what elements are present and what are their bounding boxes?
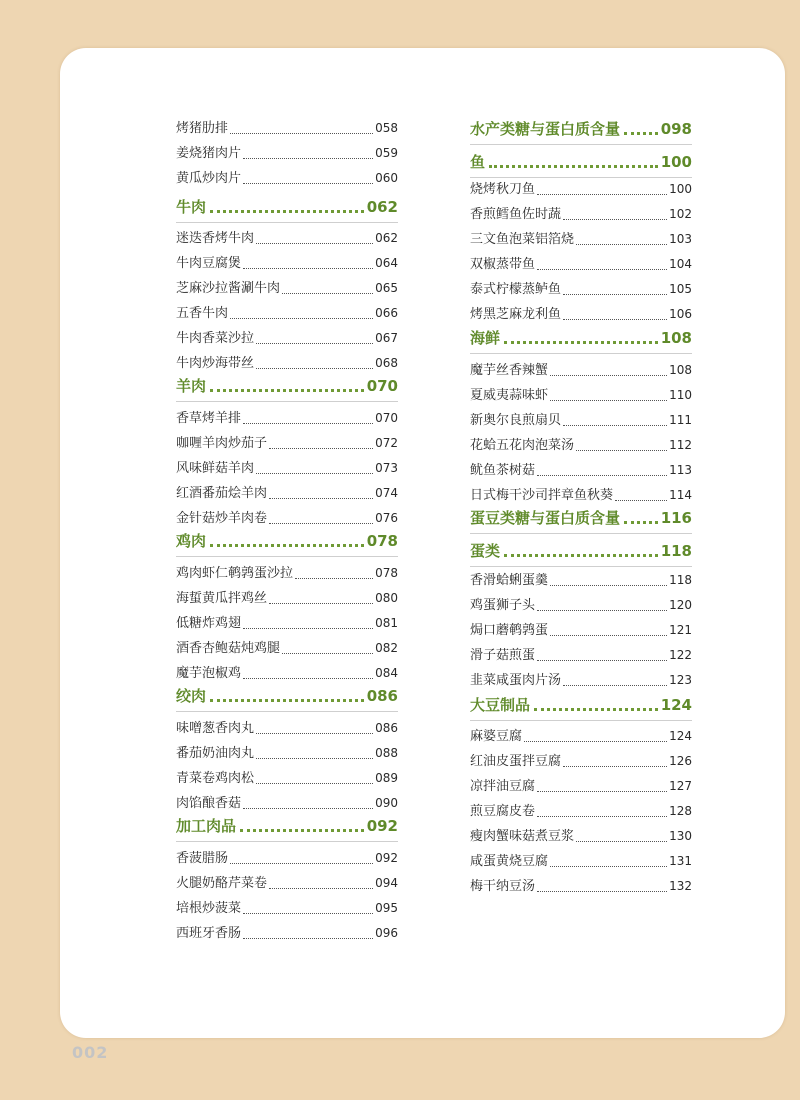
entry-page-number: 130 <box>669 829 692 843</box>
dot-leader <box>240 829 364 832</box>
entry-page-number: 062 <box>375 231 398 245</box>
section-divider <box>176 556 398 557</box>
entry-title: 香煎鳕鱼佐时蔬 <box>470 207 562 222</box>
section-title: 绞肉 <box>176 687 207 705</box>
entry-title: 肉馅酿香菇 <box>176 796 242 811</box>
entry-title: 青菜卷鸡肉松 <box>176 771 255 786</box>
entry-title: 麻婆豆腐 <box>470 729 523 744</box>
toc-entry <box>176 116 398 142</box>
entry-page-number: 114 <box>669 488 692 502</box>
dot-leader <box>537 475 667 476</box>
dot-leader <box>550 635 667 636</box>
dot-leader <box>269 888 373 889</box>
toc-section-heading <box>470 149 692 175</box>
dot-leader <box>550 866 667 867</box>
section-title: 牛肉 <box>176 198 207 216</box>
toc-entry <box>470 202 692 228</box>
entry-page-number: 122 <box>669 648 692 662</box>
entry-title: 梅干纳豆汤 <box>470 879 536 894</box>
dot-leader <box>282 653 373 654</box>
dot-leader <box>624 521 658 524</box>
section-page-number: 100 <box>660 153 692 171</box>
dot-leader <box>295 578 373 579</box>
dot-leader <box>537 660 667 661</box>
dot-leader <box>624 132 658 135</box>
entry-page-number: 068 <box>375 356 398 370</box>
entry-title: 瘦肉蟹味菇煮豆浆 <box>470 829 575 844</box>
entry-page-number: 074 <box>375 486 398 500</box>
dot-leader <box>537 891 667 892</box>
toc-entry <box>176 586 398 612</box>
entry-page-number: 067 <box>375 331 398 345</box>
dot-leader <box>243 808 373 809</box>
section-page-number: 118 <box>660 542 692 560</box>
entry-title: 牛肉香菜沙拉 <box>176 331 255 346</box>
entry-title: 焗口蘑鹌鹑蛋 <box>470 623 549 638</box>
dot-leader <box>256 473 373 474</box>
toc-entry <box>470 849 692 875</box>
entry-title: 滑子菇煎蛋 <box>470 648 536 663</box>
toc-entry <box>176 251 398 277</box>
toc-entry <box>470 593 692 619</box>
dot-leader <box>563 685 667 686</box>
entry-page-number: 092 <box>375 851 398 865</box>
dot-leader <box>537 791 667 792</box>
dot-leader <box>243 678 373 679</box>
entry-page-number: 132 <box>669 879 692 893</box>
toc-section-heading <box>176 373 398 399</box>
dot-leader <box>256 758 373 759</box>
entry-page-number: 088 <box>375 746 398 760</box>
toc-section-heading <box>470 505 692 531</box>
entry-title: 日式梅干沙司拌章鱼秋葵 <box>470 488 614 503</box>
toc-entry <box>470 458 692 484</box>
dot-leader <box>243 938 373 939</box>
entry-title: 芝麻沙拉酱涮牛肉 <box>176 281 281 296</box>
entry-page-number: 066 <box>375 306 398 320</box>
toc-entry <box>176 301 398 327</box>
toc-entry <box>470 568 692 594</box>
toc-entry <box>470 824 692 850</box>
entry-page-number: 113 <box>669 463 692 477</box>
entry-title: 五香牛肉 <box>176 306 229 321</box>
entry-title: 海蜇黄瓜拌鸡丝 <box>176 591 268 606</box>
dot-leader <box>524 741 667 742</box>
dot-leader <box>256 243 373 244</box>
entry-title: 牛肉炒海带丝 <box>176 356 255 371</box>
dot-leader <box>269 448 373 449</box>
entry-page-number: 110 <box>669 388 692 402</box>
toc-entry <box>470 227 692 253</box>
dot-leader <box>550 375 667 376</box>
entry-title: 香滑蛤蜊蛋羹 <box>470 573 549 588</box>
toc-entry <box>470 408 692 434</box>
entry-title: 姜烧猪肉片 <box>176 146 242 161</box>
toc-entry <box>176 456 398 482</box>
entry-page-number: 076 <box>375 511 398 525</box>
dot-leader <box>210 544 364 547</box>
section-divider <box>176 711 398 712</box>
dot-leader <box>256 343 373 344</box>
entry-page-number: 089 <box>375 771 398 785</box>
toc-entry <box>176 766 398 792</box>
section-title: 大豆制品 <box>470 696 531 714</box>
dot-leader <box>210 210 364 213</box>
entry-title: 烧烤秋刀鱼 <box>470 182 536 197</box>
toc-section-heading <box>470 325 692 351</box>
toc-entry <box>176 481 398 507</box>
dot-leader <box>563 425 667 426</box>
section-title: 水产类糖与蛋白质含量 <box>470 120 621 138</box>
entry-title: 夏威夷蒜味虾 <box>470 388 549 403</box>
toc-entry <box>470 774 692 800</box>
entry-page-number: 070 <box>375 411 398 425</box>
entry-title: 韭菜咸蛋肉片汤 <box>470 673 562 688</box>
entry-page-number: 095 <box>375 901 398 915</box>
dot-leader <box>550 585 667 586</box>
dot-leader <box>563 319 667 320</box>
toc-entry <box>470 358 692 384</box>
toc-entry <box>470 643 692 669</box>
entry-title: 烤黑芝麻龙利鱼 <box>470 307 562 322</box>
toc-entry <box>470 724 692 750</box>
entry-title: 香菠腊肠 <box>176 851 229 866</box>
toc-section-heading <box>470 538 692 564</box>
dot-leader <box>210 389 364 392</box>
section-title: 蛋豆类糖与蛋白质含量 <box>470 509 621 527</box>
entry-title: 鸡肉虾仁鹌鹑蛋沙拉 <box>176 566 294 581</box>
dot-leader <box>230 318 373 319</box>
entry-title: 黄瓜炒肉片 <box>176 171 242 186</box>
entry-page-number: 118 <box>669 573 692 587</box>
page-number: 002 <box>72 1043 109 1062</box>
dot-leader <box>256 368 373 369</box>
toc-entry <box>176 716 398 742</box>
toc-entry <box>470 302 692 328</box>
dot-leader <box>243 913 373 914</box>
entry-title: 鸡蛋狮子头 <box>470 598 536 613</box>
dot-leader <box>576 841 667 842</box>
section-divider <box>470 566 692 567</box>
entry-page-number: 081 <box>375 616 398 630</box>
entry-title: 西班牙香肠 <box>176 926 242 941</box>
toc-entry <box>470 749 692 775</box>
dot-leader <box>537 269 667 270</box>
section-page-number: 078 <box>366 532 398 550</box>
entry-title: 鱿鱼茶树菇 <box>470 463 536 478</box>
dot-leader <box>269 498 373 499</box>
toc-entry <box>470 177 692 203</box>
entry-page-number: 111 <box>669 413 692 427</box>
entry-title: 红油皮蛋拌豆腐 <box>470 754 562 769</box>
entry-page-number: 126 <box>669 754 692 768</box>
section-divider <box>470 353 692 354</box>
entry-title: 酒香杏鲍菇炖鸡腿 <box>176 641 281 656</box>
entry-page-number: 078 <box>375 566 398 580</box>
dot-leader <box>489 165 658 168</box>
dot-leader <box>243 423 373 424</box>
dot-leader <box>576 244 667 245</box>
dot-leader <box>534 708 658 711</box>
toc-entry <box>470 874 692 900</box>
section-title: 蛋类 <box>470 542 501 560</box>
toc-section-heading <box>176 194 398 220</box>
toc-section-heading <box>470 692 692 718</box>
toc-entry <box>470 277 692 303</box>
entry-title: 烤猪肋排 <box>176 121 229 136</box>
dot-leader <box>504 341 658 344</box>
dot-leader <box>537 610 667 611</box>
dot-leader <box>243 628 373 629</box>
entry-page-number: 102 <box>669 207 692 221</box>
entry-page-number: 096 <box>375 926 398 940</box>
toc-entry <box>470 668 692 694</box>
dot-leader <box>256 733 373 734</box>
section-title: 海鲜 <box>470 329 501 347</box>
entry-page-number: 064 <box>375 256 398 270</box>
section-page-number: 092 <box>366 817 398 835</box>
entry-page-number: 123 <box>669 673 692 687</box>
section-title: 加工肉品 <box>176 817 237 835</box>
toc-entry <box>470 383 692 409</box>
entry-title: 牛肉豆腐煲 <box>176 256 242 271</box>
toc-section-heading <box>176 813 398 839</box>
toc-entry <box>176 406 398 432</box>
dot-leader <box>615 500 667 501</box>
section-page-number: 124 <box>660 696 692 714</box>
entry-title: 三文鱼泡菜铝箔烧 <box>470 232 575 247</box>
toc-entry <box>470 252 692 278</box>
entry-page-number: 073 <box>375 461 398 475</box>
toc-entry <box>176 921 398 947</box>
dot-leader <box>230 133 373 134</box>
toc-entry <box>176 896 398 922</box>
entry-title: 咖喱羊肉炒茄子 <box>176 436 268 451</box>
entry-title: 香草烤羊排 <box>176 411 242 426</box>
entry-page-number: 121 <box>669 623 692 637</box>
dot-leader <box>282 293 373 294</box>
dot-leader <box>243 158 373 159</box>
dot-leader <box>563 766 667 767</box>
entry-title: 凉拌油豆腐 <box>470 779 536 794</box>
entry-page-number: 080 <box>375 591 398 605</box>
toc-entry <box>176 276 398 302</box>
toc-section-heading <box>470 116 692 142</box>
entry-page-number: 112 <box>669 438 692 452</box>
entry-page-number: 100 <box>669 182 692 196</box>
entry-page-number: 094 <box>375 876 398 890</box>
toc-section-heading <box>176 528 398 554</box>
section-title: 鱼 <box>470 153 486 171</box>
dot-leader <box>269 603 373 604</box>
toc-entry <box>176 141 398 167</box>
dot-leader <box>269 523 373 524</box>
dot-leader <box>230 863 373 864</box>
entry-title: 培根炒菠菜 <box>176 901 242 916</box>
toc-entry <box>176 226 398 252</box>
entry-page-number: 103 <box>669 232 692 246</box>
section-divider <box>176 222 398 223</box>
section-page-number: 070 <box>366 377 398 395</box>
dot-leader <box>537 816 667 817</box>
entry-title: 泰式柠檬蒸鲈鱼 <box>470 282 562 297</box>
section-divider <box>470 533 692 534</box>
dot-leader <box>550 400 667 401</box>
entry-page-number: 072 <box>375 436 398 450</box>
entry-page-number: 108 <box>669 363 692 377</box>
entry-title: 新奥尔良煎扇贝 <box>470 413 562 428</box>
entry-page-number: 065 <box>375 281 398 295</box>
section-page-number: 086 <box>366 687 398 705</box>
toc-entry <box>176 871 398 897</box>
toc-entry <box>176 431 398 457</box>
dot-leader <box>210 699 364 702</box>
entry-page-number: 106 <box>669 307 692 321</box>
entry-page-number: 128 <box>669 804 692 818</box>
dot-leader <box>563 294 667 295</box>
entry-page-number: 082 <box>375 641 398 655</box>
entry-page-number: 090 <box>375 796 398 810</box>
section-page-number: 062 <box>366 198 398 216</box>
entry-title: 魔芋泡椒鸡 <box>176 666 242 681</box>
entry-page-number: 131 <box>669 854 692 868</box>
dot-leader <box>504 554 658 557</box>
entry-title: 金针菇炒羊肉卷 <box>176 511 268 526</box>
entry-page-number: 058 <box>375 121 398 135</box>
section-divider <box>176 841 398 842</box>
section-page-number: 116 <box>660 509 692 527</box>
toc-entry <box>176 326 398 352</box>
dot-leader <box>537 194 667 195</box>
entry-page-number: 104 <box>669 257 692 271</box>
section-divider <box>176 401 398 402</box>
section-page-number: 108 <box>660 329 692 347</box>
section-divider <box>470 144 692 145</box>
entry-title: 花蛤五花肉泡菜汤 <box>470 438 575 453</box>
section-title: 羊肉 <box>176 377 207 395</box>
entry-title: 咸蛋黄烧豆腐 <box>470 854 549 869</box>
dot-leader <box>256 783 373 784</box>
entry-title: 火腿奶酪芹菜卷 <box>176 876 268 891</box>
toc-entry <box>176 166 398 192</box>
entry-title: 煎豆腐皮卷 <box>470 804 536 819</box>
entry-page-number: 084 <box>375 666 398 680</box>
entry-page-number: 127 <box>669 779 692 793</box>
dot-leader <box>563 219 667 220</box>
toc-section-heading <box>176 683 398 709</box>
entry-title: 迷迭香烤牛肉 <box>176 231 255 246</box>
entry-title: 魔芋丝香辣蟹 <box>470 363 549 378</box>
entry-page-number: 059 <box>375 146 398 160</box>
entry-title: 味噌葱香肉丸 <box>176 721 255 736</box>
toc-entry <box>176 611 398 637</box>
entry-title: 双椒蒸带鱼 <box>470 257 536 272</box>
dot-leader <box>243 268 373 269</box>
toc-entry <box>176 636 398 662</box>
toc-entry <box>470 799 692 825</box>
section-divider <box>470 720 692 721</box>
entry-page-number: 124 <box>669 729 692 743</box>
entry-page-number: 105 <box>669 282 692 296</box>
toc-entry <box>176 741 398 767</box>
entry-title: 风味鲜菇羊肉 <box>176 461 255 476</box>
section-page-number: 098 <box>660 120 692 138</box>
entry-page-number: 086 <box>375 721 398 735</box>
toc-entry <box>470 618 692 644</box>
section-title: 鸡肉 <box>176 532 207 550</box>
entry-title: 番茄奶油肉丸 <box>176 746 255 761</box>
entry-title: 红酒番茄烩羊肉 <box>176 486 268 501</box>
entry-title: 低糖炸鸡翅 <box>176 616 242 631</box>
toc-entry <box>176 846 398 872</box>
dot-leader <box>243 183 373 184</box>
entry-page-number: 060 <box>375 171 398 185</box>
toc-entry <box>176 561 398 587</box>
dot-leader <box>576 450 667 451</box>
toc-entry <box>470 433 692 459</box>
entry-page-number: 120 <box>669 598 692 612</box>
